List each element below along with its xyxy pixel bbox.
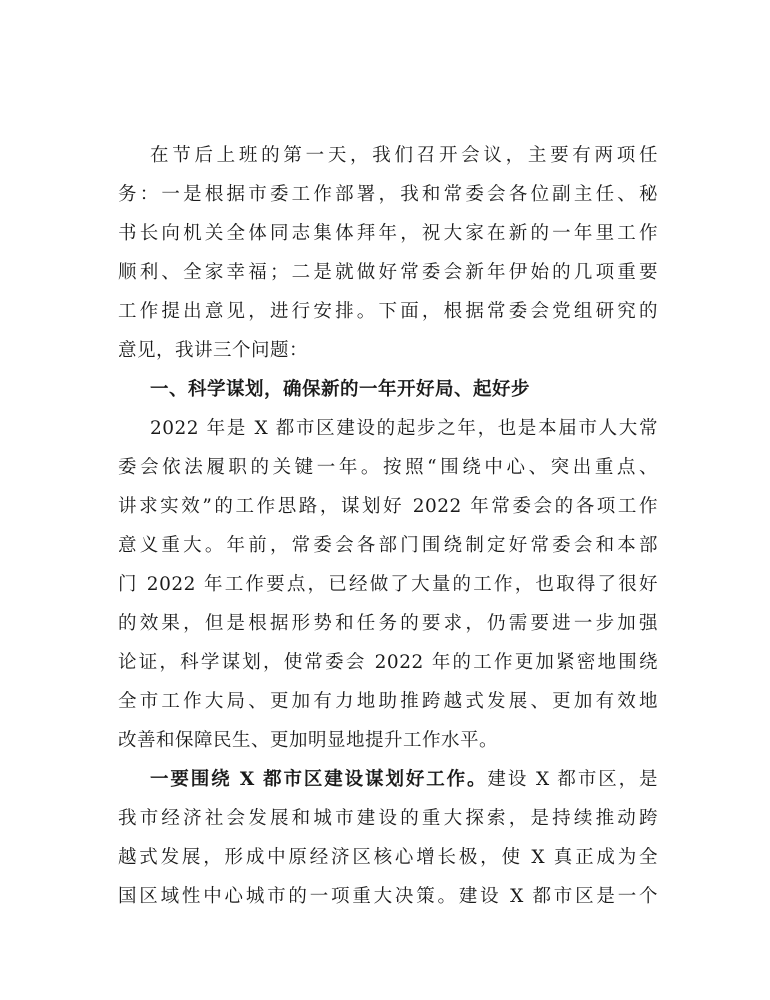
paragraph-line: 论证，科学谋划，使常委会 2022 年的工作更加紧密地围绕 <box>118 652 658 673</box>
paragraph-2 <box>118 409 658 760</box>
paragraph-line: 书长向机关全体同志集体拜年，祝大家在新的一年里工作 <box>118 223 658 244</box>
paragraph-1 <box>118 136 658 370</box>
paragraph-line: 2022 年是 X 都市区建设的起步之年，也是本届市人大常 <box>150 418 658 439</box>
paragraph-line: 我市经济社会发展和城市建设的重大探索，是持续推动跨 <box>118 808 658 829</box>
paragraph-line: 工作提出意见，进行安排。下面，根据常委会党组研究的 <box>118 301 658 322</box>
paragraph-line: 务：一是根据市委工作部署，我和常委会各位副主任、秘 <box>118 184 658 205</box>
paragraph-3 <box>118 760 658 916</box>
document-body <box>118 136 658 916</box>
paragraph-line: 意见，我讲三个问题： <box>118 340 309 361</box>
paragraph-line: 改善和保障民生、更加明显地提升工作水平。 <box>118 730 499 751</box>
paragraph-line: 越式发展，形成中原经济区核心增长极，使 X 真正成为全 <box>118 847 658 868</box>
paragraph-line: 委会依法履职的关键一年。按照“围绕中心、突出重点、 <box>118 457 658 478</box>
paragraph-line: 讲求实效”的工作思路，谋划好 2022 年常委会的各项工作 <box>118 496 658 517</box>
paragraph-line: 国区域性中心城市的一项重大决策。建设 X 都市区是一个 <box>118 886 658 907</box>
paragraph-line <box>118 760 658 799</box>
paragraph-line: 在节后上班的第一天，我们召开会议，主要有两项任 <box>150 145 658 166</box>
paragraph-line: 门 2022 年工作要点，已经做了大量的工作，也取得了很好 <box>118 574 658 595</box>
paragraph-line: 的效果，但是根据形势和任务的要求，仍需要进一步加强 <box>118 613 658 634</box>
paragraph-lead-in: 一要围绕 X 都市区建设谋划好工作。 <box>150 769 488 790</box>
paragraph-line: 意义重大。年前，常委会各部门围绕制定好常委会和本部 <box>118 535 658 556</box>
paragraph-text: 建设 X 都市区，是 <box>487 769 658 790</box>
paragraph-line: 顺利、全家幸福；二是就做好常委会新年伊始的几项重要 <box>118 262 658 283</box>
section-heading: 一、科学谋划，确保新的一年开好局、起好步 <box>150 379 531 400</box>
paragraph-line: 全市工作大局、更加有力地助推跨越式发展、更加有效地 <box>118 691 658 712</box>
